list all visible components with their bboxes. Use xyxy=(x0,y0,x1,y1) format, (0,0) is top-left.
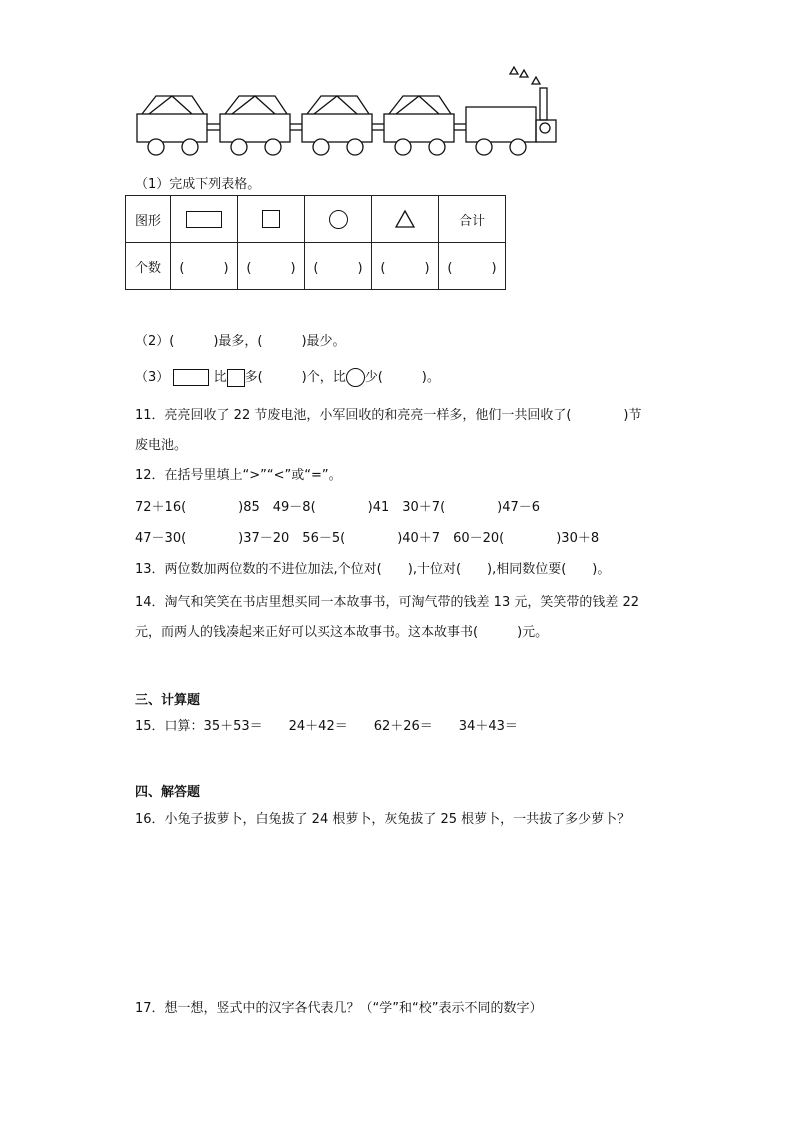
q13-text: 13．两位数加两位数的不进位加法,个位对( ),十位对( ),相同数位要( )。 xyxy=(135,562,611,577)
table-row-head-shape: 图形 xyxy=(126,196,171,243)
q12-row2: 47－30( )37－20 56－5( )40＋7 60－20( )30＋8 xyxy=(135,531,600,546)
count-blank[interactable]: ( ) xyxy=(372,243,439,290)
q16-text: 16．小兔子拔萝卜，白兔拔了 24 根萝卜，灰兔拔了 25 根萝卜，一共拔了多少萝卜？ xyxy=(135,812,631,827)
rectangle-icon xyxy=(173,369,209,386)
section-4-title: 四、解答题 xyxy=(135,785,201,800)
q17-text: 17．想一想，竖式中的汉字各代表几？（“学”和“校”表示不同的数字） xyxy=(135,1001,543,1016)
train-car xyxy=(384,96,454,155)
rectangle-icon xyxy=(186,211,222,228)
table-total-head: 合计 xyxy=(439,196,506,243)
q10-part3: （3） 比 多( )个，比 少( )。 xyxy=(135,370,440,385)
circle-icon xyxy=(346,368,365,387)
table-row-head-count: 个数 xyxy=(126,243,171,290)
q12-row1: 72＋16( )85 49－8( )41 30＋7( )47－6 xyxy=(135,500,541,515)
count-blank[interactable]: ( ) xyxy=(171,243,238,290)
circle-icon xyxy=(329,210,348,229)
q15-text: 15．口算：35＋53＝ 24＋42＝ 62＋26＝ 34＋43＝ xyxy=(135,719,518,734)
triangle-icon xyxy=(394,209,416,229)
square-icon xyxy=(227,369,245,387)
train-car xyxy=(220,96,290,155)
count-blank[interactable]: ( ) xyxy=(439,243,506,290)
q11-line1: 11．亮亮回收了 22 节废电池，小军回收的和亮亮一样多，他们一共回收了( )节 xyxy=(135,408,642,423)
q10-part2: （2）( )最多，( )最少。 xyxy=(135,334,346,349)
count-blank[interactable]: ( ) xyxy=(305,243,372,290)
q11-line2: 废电池。 xyxy=(135,438,188,453)
section-3-title: 三、计算题 xyxy=(135,693,201,708)
q14-line2: 元，而两人的钱凑起来正好可以买这本故事书。这本故事书( )元。 xyxy=(135,625,549,640)
train-car xyxy=(302,96,372,155)
locomotive xyxy=(466,88,556,155)
square-icon xyxy=(262,210,280,228)
q12-title: 12．在括号里填上“>”“<”或“=”。 xyxy=(135,468,342,483)
shape-count-table xyxy=(125,195,506,290)
q10-part1: （1）完成下列表格。 xyxy=(135,177,261,192)
count-blank[interactable]: ( ) xyxy=(238,243,305,290)
q14-line1: 14．淘气和笑笑在书店里想买同一本故事书，可淘气带的钱差 13 元，笑笑带的钱差 22 xyxy=(135,595,640,610)
train-figure xyxy=(132,60,562,160)
train-car xyxy=(137,96,207,155)
